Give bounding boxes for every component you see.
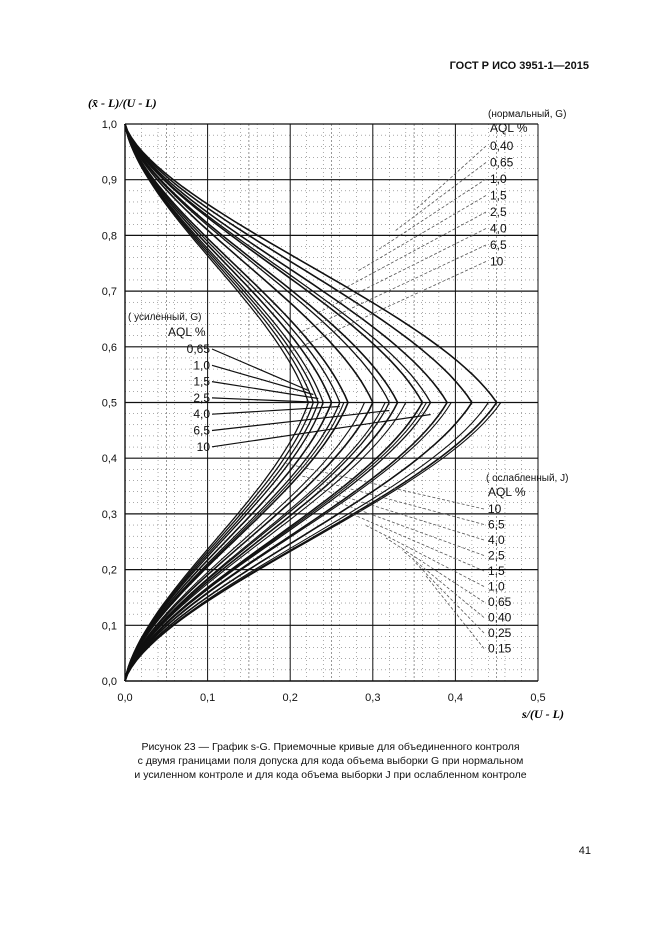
legend-aql-value: 10 [196,439,210,454]
y-tick-label: 1,0 [101,119,117,131]
figure-caption [0,740,661,782]
y-tick-label: 0,4 [101,453,117,466]
caption-line-2: с двумя границами поля допуска для кода объема выборки G при нормальном [137,755,524,767]
legend-aql-value: 10 [488,502,502,516]
legend-leader [212,382,318,399]
legend-aql-value: 2,5 [488,548,505,563]
x-tick-label: 0,5 [530,692,546,704]
x-tick-label: 0,3 [365,692,381,704]
standard-header: ГОСТ Р ИСО 3951-1—2015 [449,60,589,72]
y-tick-label: 0,8 [101,230,117,243]
y-tick-label: 0,3 [101,508,117,521]
legend-aql-value: 0,15 [488,641,512,656]
legend-aql-value: 0,40 [490,139,514,153]
x-tick-label: 0,1 [199,692,216,704]
y-tick-label: 0,1 [101,620,117,633]
legend-aql-value: 6,5 [193,423,210,438]
reduced-j-curve [125,403,427,682]
page-number: 41 [578,845,591,857]
legend-leader [416,563,484,633]
legend-leader [426,576,484,649]
legend-aql-value: 2,5 [490,205,507,219]
legend-aql-value: 6,5 [488,517,505,532]
legend-aql-value: 1,5 [488,564,505,578]
legend-leader [300,476,484,525]
legend-leader [212,415,431,447]
legend-aql-value: 1,0 [490,172,507,186]
legend-group-header: ( усиленный, G) [128,312,202,323]
reduced-j-curve [125,403,501,682]
y-tick-label: 0,2 [101,564,117,577]
legend-aql-label: AQL % [490,121,528,135]
reduced-j-curve [125,403,406,682]
y-tick-label: 0,6 [101,341,117,354]
legend-aql-value: 0,65 [488,595,512,609]
legend-group-header: (нормальный, G) [488,109,567,120]
legend-aql-value: 4,0 [488,533,505,547]
legend-aql-value: 1,0 [193,358,210,373]
caption-line-3: и усиленном контроле и для кода объема выборки J при ослабленном контроле [134,769,527,781]
y-axis-label: (x̄ - L)/(U - L) [88,96,157,110]
legend-aql-value: 4,0 [193,407,210,422]
legend-aql-value: 1,0 [488,579,505,594]
x-tick-label: 0,4 [447,692,464,704]
reduced-j-curve [125,403,472,682]
legend-leader [396,163,486,231]
legend-aql-value: 0,25 [488,626,512,640]
legend-aql-value: 1,5 [490,188,507,203]
legend-aql-value: 1,5 [193,374,210,389]
x-axis-label: s/(U - L) [522,707,564,721]
legend-aql-value: 10 [490,254,504,269]
legend-leader [366,526,484,587]
legend-leader [357,196,486,272]
x-tick-label: 0,0 [117,692,133,704]
legend-aql-value: 2,5 [193,390,210,405]
legend-aql-value: 6,5 [490,238,507,252]
y-tick-label: 0,5 [101,397,117,410]
legend-aql-value: 0,65 [490,155,514,170]
legend-leader [415,146,486,210]
x-tick-label: 0,2 [282,692,298,704]
y-tick-label: 0,7 [101,286,117,299]
legend-aql-label: AQL % [488,485,526,499]
legend-leader [376,179,486,251]
legend-aql-value: 0,65 [186,342,210,356]
legend-aql-value: 4,0 [490,221,507,236]
legend-group-header: ( ослабленный, J) [486,473,569,484]
legend-aql-value: 0,40 [488,610,512,625]
y-tick-label: 0,0 [101,676,117,688]
legend-aql-label: AQL % [168,325,206,339]
y-tick-label: 0,9 [101,174,117,187]
legend-leader [299,245,486,333]
caption-line-1: Рисунок 23 — График s-G. Приемочные кривые для объединенного контроля [141,741,520,753]
legend-leader [286,262,486,354]
